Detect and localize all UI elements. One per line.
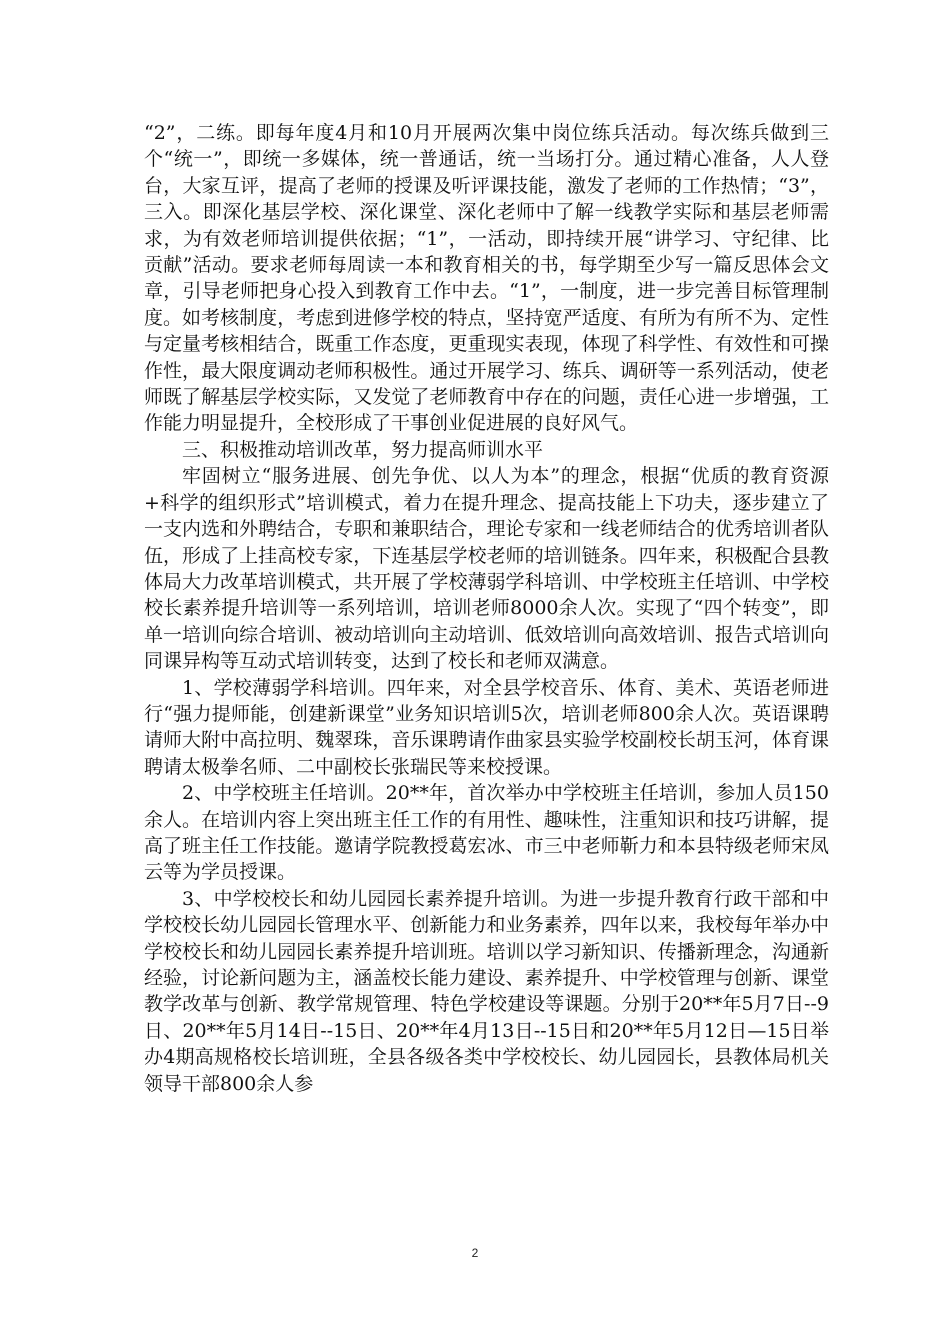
paragraph-training-activities: “2”，二练。即每年度4月和10月开展两次集中岗位练兵活动。每次练兵做到三个“统一”，即统一多媒体，统一普通话，统一当场打分。通过精心准备，人人登台，大家互评，提高了老师的授课及听评课技能，激发了老师的工作热情；“3”，三入。即深化基层学校、深化课堂、深化老师中了解一线教学实际和基层老师需求，为有效老师培训提供依据；“1”，一活动，即持续开展“讲学习、守纪律、比贡献”活动。要求老师每周读一本和教育相关的书，每学期至少写一篇反思体会文章，引导老师把身心投入到教育工作中去。“1”，一制度，进一步完善目标管理制度。如考核制度，考虑到进修学校的特点，坚持宽严适度、有所为有所不为、定性与定量考核相结合，既重工作态度，更重现实表现，体现了科学性、有效性和可操作性，最大限度调动老师积极性。通过开展学习、练兵、调研等一系列活动，使老师既了解基层学校实际，又发觉了老师教育中存在的问题，责任心进一步增强，工作能力明显提升，全校形成了干事创业促进展的良好风气。	[144, 122, 829, 435]
paragraph-principal-training: 3、中学校校长和幼儿园园长素养提升培训。为进一步提升教育行政干部和中学校校长幼儿园园长管理水平、创新能力和业务素养，四年以来，我校每年举办中学校校长和幼儿园园长素养提升培训班。培训以学习新知识、传播新理念，沟通新经验，讨论新问题为主，涵盖校长能力建设、素养提升、中学校管理与创新、课堂教学改革与创新、教学常规管理、特色学校建设等课题。分别于20**年5月7日--9日、20**年5月14日--15日、20**年4月13日--15日和20**年5月12日—15日举办4期高规格校长培训班，全县各级各类中学校校长、幼儿园园长，县教体局机关领导干部800余人参	[144, 887, 829, 1095]
section-heading-training-reform: 三、积极推动培训改革，努力提高师训水平	[182, 438, 544, 461]
page-number: 2	[471, 1246, 479, 1260]
body-text	[144, 120, 829, 1097]
paragraph-training-philosophy: 牢固树立“服务进展、创先争优、以人为本”的理念，根据“优质的教育资源+科学的组织形式”培训模式，着力在提升理念、提高技能上下功夫，逐步建立了一支内选和外聘结合，专职和兼职结合，理论专家和一线老师结合的优秀培训者队伍，形成了上挂高校专家，下连基层学校老师的培训链条。四年来，积极配合县教体局大力改革培训模式，共开展了学校薄弱学科培训、中学校班主任培训、中学校校长素养提升培训等一系列培训，培训老师8000余人次。实现了“四个转变”，即单一培训向综合培训、被动培训向主动培训、低效培训向高效培训、报告式培训向同课异构等互动式培训转变，达到了校长和老师双满意。	[144, 465, 829, 673]
paragraph-head-teacher-training: 2、中学校班主任培训。20**年，首次举办中学校班主任培训，参加人员150余人。在培训内容上突出班主任工作的有用性、趣味性，注重知识和技巧讲解，提高了班主任工作技能。邀请学院教授葛宏冰、市三中老师靳力和本县特级老师宋凤云等为学员授课。	[144, 782, 829, 884]
paragraph-weak-subject-training: 1、学校薄弱学科培训。四年来，对全县学校音乐、体育、美术、英语老师进行“强力提师能，创建新课堂”业务知识培训5次，培训老师800余人次。英语课聘请师大附中高拉明、魏翠珠，音乐课聘请作曲家县实验学校副校长胡玉河，体育课聘请太极拳名师、二中副校长张瑞民等来校授课。	[144, 676, 829, 778]
